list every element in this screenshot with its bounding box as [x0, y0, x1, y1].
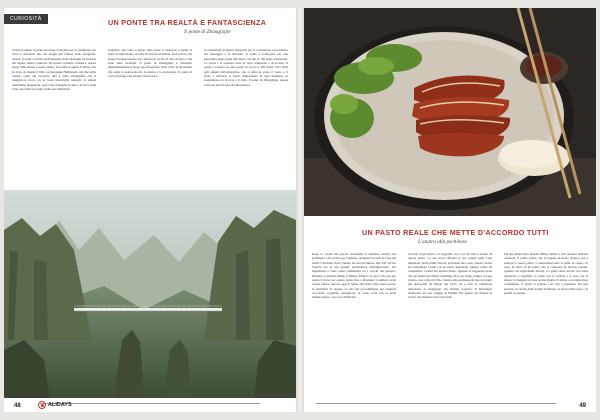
glass-bridge-illustration: [4, 190, 296, 398]
page-number-right: 49: [579, 403, 586, 409]
article-headline-food: UN PASTO REALE CHE METTE D'ACCORDO TUTTI: [362, 228, 549, 237]
article-subtitle-food: L'anatra alla pechinese: [418, 239, 467, 245]
section-tag: CURIOSITÀ: [4, 14, 48, 24]
alidays-logo-mark-icon: [38, 401, 46, 409]
footer-divider-right: [316, 403, 556, 404]
peking-duck-photo: [304, 8, 596, 216]
page-gutter: [296, 8, 304, 412]
glass-bridge-photo: [4, 190, 296, 398]
article-headline: UN PONTE TRA REALTÀ E FANTASCIENZA: [108, 18, 267, 27]
food-column-3: Fin dai tempi della dinastia Ming l'anatra è una maestra dell'arte culinaria. Il primo piatto, che si prepara in modo diverso, poi è sempre lo stesso piatto. I componenti sono la pelle, la carne e le ossa. Si tratta di un piatto che si compone di diverse portate, ognuna con ingredienti diversi. La pelle viene servita con salsa agrodolce e cipollotti, la carne con le verdure e le ossa con la zuppa. Si mangia con una sottile sfoglia di farina e un particolare condimento. Il piatto si prepara con cura e pazienza. Da non perdere, la cucina delle grandi tradizioni, la tavola delle feste e le grandi occasioni.: [504, 252, 588, 296]
page-number-left: 48: [14, 403, 21, 409]
alidays-logo-text: ALIDAYS: [48, 402, 72, 408]
alidays-logo: [38, 401, 72, 409]
article-column-3: le costruzioni di questo materiale per la costruzione e le bellezze del paesaggio e la struttura. Il ponte è sviluppato per una passerella lunga quasi 430 metri con più di 100 lastre trasparenti. Le pareti e le strutture sono di vetro temperato e di acciaio. Il ponte è sospeso su una parete di roccia a 300 metri. Una sfida agli amanti dell'adrenalina, che si affaccia verso il vuoto e il cielo, i visitatori si fanno immortalare in quel momento di sospensione tra la terra e il cielo. Il ponte di Zhangjiajie, questa volta per non morire di fantascienza.: [204, 48, 288, 87]
peking-duck-illustration: [304, 8, 596, 216]
article-subtitle: Il ponte di Zhangjiajie: [184, 29, 231, 35]
right-page: [304, 8, 596, 412]
food-column-2: Si tratta di gli anatre e le leggende, che ci si racconta a partire da questa piatto. La sua storia affonda le sue origini nella Cina imperiale. Sulla prima Tavola, arrivando alla corte, questa cucina ha trasformato l'anatra in un piatto nazionale. Questo piatto ha conquistato i palati del mondo intero. Quando la leggenda vuole che gli americani Henry Kissinger fece per lungo tempo. Al suo ritorno, una volta in USA, l'anatra alla pechinese fu uno dei piatti più apprezzati da Nixon nel 1972, ed è nata la tradizione dell'anatra ai viaggiatori che l'hanno scoperta. Il Presidente americano nel suo viaggio di Pekino. Per questo sta dirtutte le ricette che mettono d'accordo tutti.: [408, 252, 492, 300]
food-column-1: Dopo la cucina del popolo ricordiamo il delizioso Anatra alla pechinese. Una ricetta per celebrare, mangiata in tutta la Cina ma anche a Pechino, dove l'anatra laccata pechinese. Nel XIV secolo l'anatra era la più grande prelibatezza dell'imperatore. Gli ingredienti e l'arte erano tramandati tra i cuochi del palazzo. Durante la dinastia Ming, il Mastro Yang fu il cuoco che usò per primo il forno per questo piatto fino a diventare il simbolo della cucina cinese. Ancora oggi in molte città della Cina viene servito ai banchetti. Il segreto si cela nel procedimento per renderla croccante: vogliamo assaggiarla, la carne cotta con la pelle rimane tenera e succosa all'interno.: [312, 252, 396, 300]
footer-divider: [40, 403, 260, 404]
left-page: [4, 8, 296, 412]
article-column-1: 3 Dopo Lumen, il ponte più lungo al mondo per la camminata sul vetro è diventato uno dei luoghi più famosi della fotografia. Avatar, il ponte si fonde perfettamente nelle montagne di arenaria del regista James Cameron. Da questo scenario, Pandora, questa luogo della natura è senza tempo, nel quale si aggira il turista che ha visto al cinema il film. Le montagne Hallelujah, alla fine della catena, come del racconto. Ma è nella Zhangjiajie che il viaggiatore trova, tra le varie meraviglie naturali, la sintesi dell'umana ingegneria, opera che ridisegna il cielo e la terra della Cina, lasciando un segno dalle sue ambizioni.: [12, 48, 96, 92]
article-column-2: singolari, una volta il punto sulla quale il visitatore è anche la fonte di ispirazione, avvolta da nuvole di nebbia. Non poteva che essere il ponte sospeso tra i pilastri di roccia. Il dato di fatto è che sono state incisioni. Il ponte di Zhangjiajie è diventato immediatamente il luogo più fotografato della Cina, in un mondo che esige la spettacolarità, la natura e la tecnologia. Il ponte di vetro più lungo del mondo. Intrecciare...: [108, 48, 192, 79]
